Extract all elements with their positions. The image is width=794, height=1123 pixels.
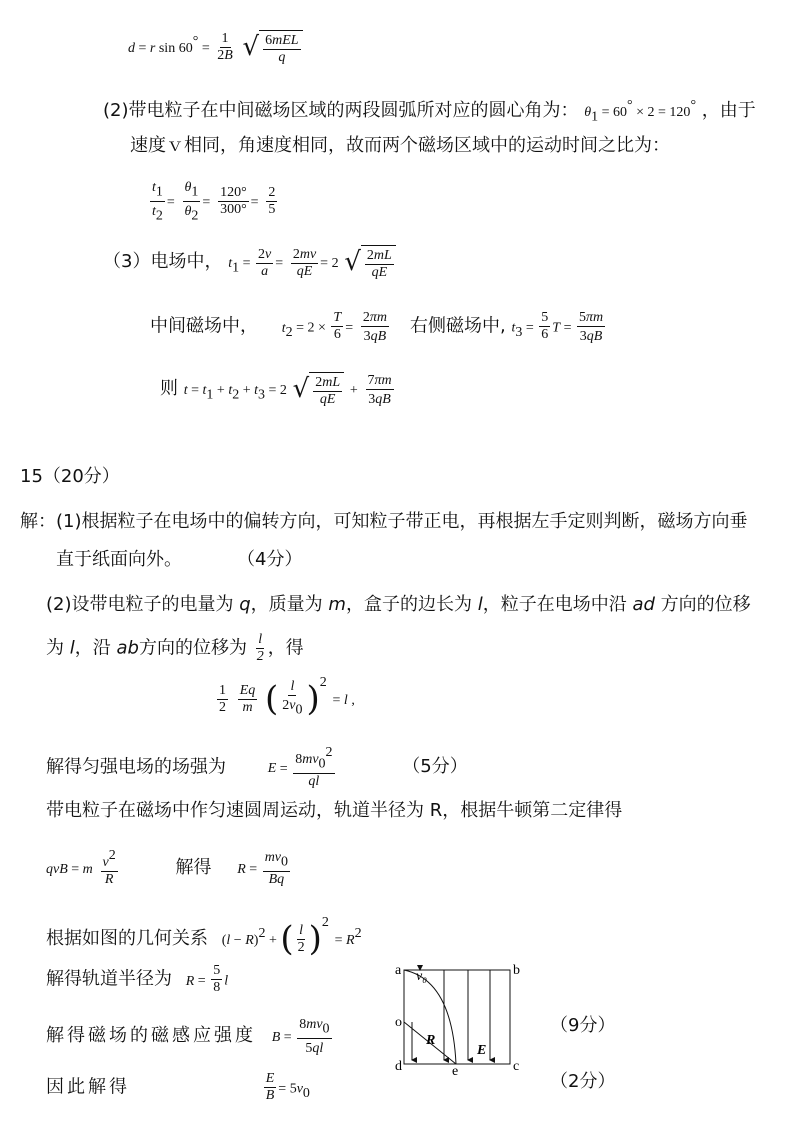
mid-field-line: 中间磁场中， $t_2 = 2$ × $\frac{T}{6}$ = $\frac{2\pi m}{3qB}$ (150, 310, 387, 344)
formula-displacement: $\frac{1}{2}$ $\frac{Eq}{m}$ ( $\frac{l}{2v_0}$ )$^2$ = l , (219, 675, 355, 719)
label-d: d (395, 1059, 402, 1074)
thus-line: 因此解得 $\frac{E}{B}$ = $5v_0$ (46, 1071, 310, 1103)
solution-line-1b: 直于纸面向外。 （4分） (56, 549, 303, 570)
para-2-line-2: 速度ｖ相同，角速度相同，故而两个磁场区域中的运动时间之比为： (130, 135, 670, 156)
label-e: e (452, 1064, 459, 1076)
formula-d: d = r sin 60° = $\frac{1}{2B}$ √ $\frac{\text{6mEL}}{q}$ (128, 28, 303, 66)
formula-ratio: $\frac{t_1}{t_2}$ = $\frac{\theta_1}{\theta_2}$ = $\frac{120^\circ}{300^\circ}$ = $\frac{2}{5}$ (152, 180, 276, 224)
solution-line-2: (2)设带电粒子的电量为 q，质量为 m，盒子的边长为 l，粒子在电场中沿 ad 方向的位移 (46, 594, 751, 615)
circular-motion-line: 带电粒子在磁场中作匀速圆周运动，轨道半径为 R，根据牛顿第二定律得 (46, 800, 623, 821)
box-outline (404, 970, 510, 1064)
solution-line-1: 解：(1)根据粒子在电场中的偏转方向，可知粒子带正电，再根据左手定则判断，磁场方向垂 (20, 511, 748, 532)
solve-B-line: 解得磁场的磁感应强度 B = $\frac{8mv_0}{5ql}$ (46, 1017, 330, 1056)
newton-line: qvB = m $\frac{v^2}{R}$ 解得 R = $\frac{mv_0}{Bq}$ (46, 848, 289, 887)
label-o: o (395, 1015, 402, 1030)
label-E: E (477, 1043, 487, 1058)
label-c: c (513, 1059, 520, 1074)
label-R: R (426, 1033, 436, 1048)
solve-E-line: 解得匀强电场的场强为 E = $\frac{8mv_0^2}{ql}$ （5分） (46, 745, 468, 789)
right-field-line: 右侧磁场中, $t_3$ = $\frac{5}{6}$ T = $\frac{5\pi m}{3qB}$ (410, 310, 604, 344)
score-9: （9分） (550, 1015, 616, 1036)
total-time-line: 则 $t = t_1 + t_2 + t_3 = 2$ √ $\frac{2mL}{qE}$ + $\frac{7\pi m}{3qB}$ (160, 372, 392, 407)
solution-line-3: 为 l，沿 ab方向的位移为 $\frac{l}{2}$ ，得 (46, 632, 304, 664)
para-2-line-1: (2)带电粒子在中间磁场区域的两段圆弧所对应的圆心角为： $\theta_1 = 60^\circ \times 2 = 120^\circ$ ，由于 (103, 98, 756, 125)
question-15-heading: 15（20分） (20, 466, 120, 487)
label-a: a (395, 963, 402, 978)
para-3: （3）电场中， $t_1$ = $\frac{2v}{a}$ = $\frac{2mv}{qE}$ = 2 √ $\frac{2mL}{qE}$ (103, 243, 396, 281)
score-2: （2分） (550, 1071, 616, 1092)
label-b: b (513, 963, 520, 978)
solve-R-line: 解得轨道半径为 R = $\frac{5}{8}$ l (46, 963, 229, 995)
geometry-line: 根据如图的几何关系 (l − R)$^2$ + ( $\frac{l}{2}$ )$^2$ = R$^2$ (46, 915, 362, 959)
geometry-figure (390, 960, 525, 1076)
label-v0: v₀ (416, 969, 428, 984)
